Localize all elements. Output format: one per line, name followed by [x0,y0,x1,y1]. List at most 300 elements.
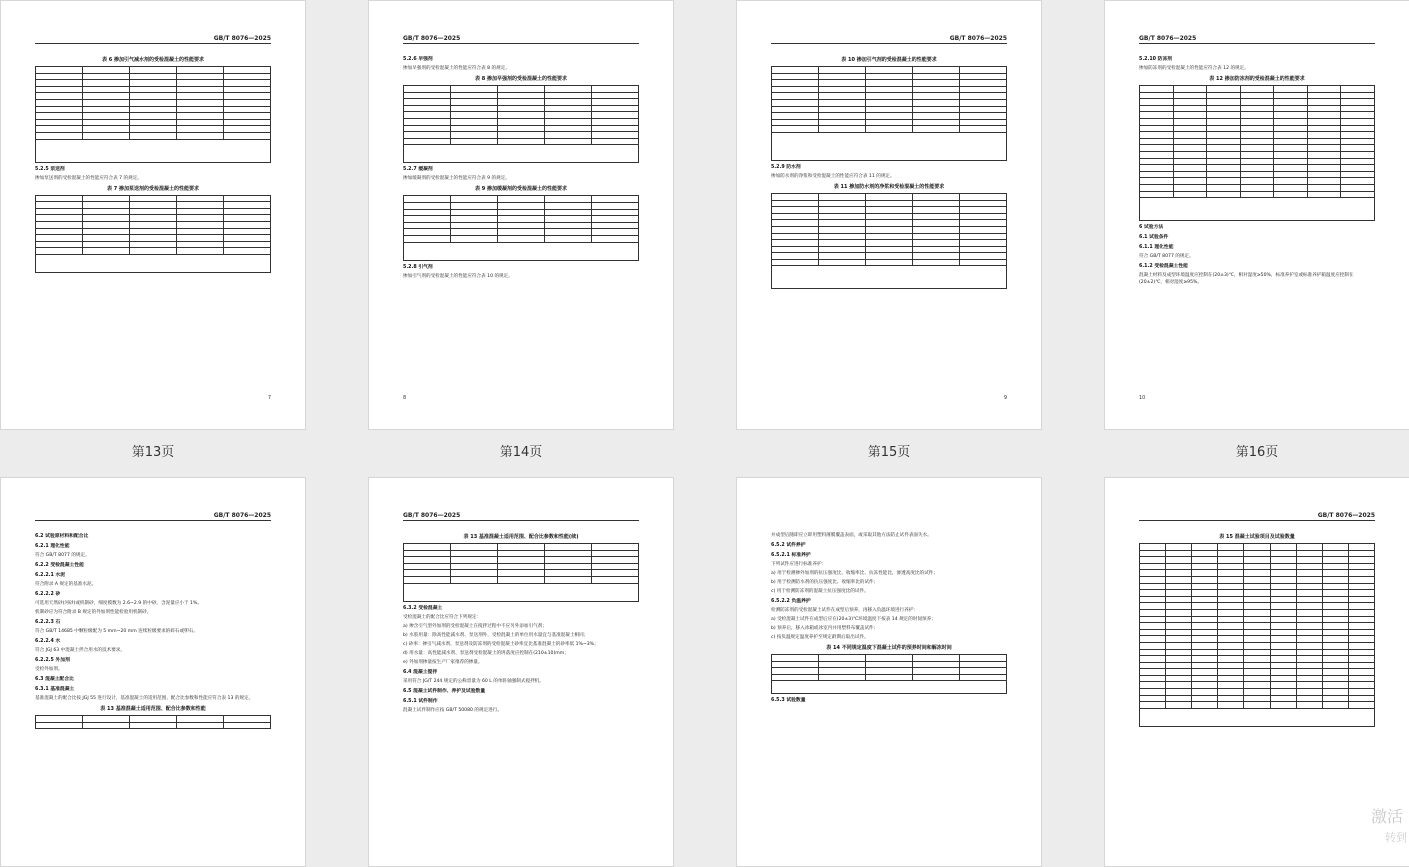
table-cell [177,241,224,248]
table-cell [592,125,639,132]
table-row [772,106,1007,113]
table-row [404,209,639,216]
table-cell [1240,178,1274,185]
table-cell [1341,125,1375,132]
table-cell [451,105,498,112]
table-cell [404,99,451,106]
table-cell [1140,544,1166,551]
table-cell [1173,151,1207,158]
table-cell [913,661,960,668]
table-cell [451,550,498,557]
paragraph: 掺加引气剂的受检混凝土的性能应符合表 10 的规定。 [403,273,513,279]
section-heading: 6 试验方法 [1139,225,1164,231]
table-cell [772,674,819,681]
table-note [403,243,639,261]
table-cell [498,235,545,242]
table-cell [1322,623,1348,630]
table-cell [913,193,960,200]
table-cell [1341,99,1375,106]
table-cell [130,202,177,209]
table-cell [1140,682,1166,689]
table-cell [1192,576,1218,583]
table-cell [1240,132,1274,139]
table-cell [1240,138,1274,145]
paragraph: 符合 GB/T 8077 的规定。 [1139,254,1194,260]
page-content [771,530,1007,705]
table-cell [772,200,819,207]
table-cell [404,222,451,229]
table-cell [224,202,271,209]
table-cell [1307,158,1341,165]
table-cell [1274,125,1308,132]
table-cell [451,138,498,145]
table-cell [772,193,819,200]
table-cell [1244,596,1270,603]
table-cell [1322,570,1348,577]
table-cell [913,246,960,253]
table-row [404,550,639,557]
header-rule [35,43,271,44]
table-cell [545,563,592,570]
page-header: GB/T 8076—2025 [213,512,271,519]
table-cell [1270,576,1296,583]
table-cell [913,126,960,133]
table-cell [1244,682,1270,689]
page-thumbnail[interactable] [1104,0,1409,430]
table-row [1140,158,1375,165]
page-thumbnail[interactable] [368,477,674,867]
table-cell [592,138,639,145]
table-cell [1244,649,1270,656]
table-cell [592,216,639,223]
table-cell [1140,636,1166,643]
table-cell [224,195,271,202]
table-cell [451,99,498,106]
table-cell [1244,689,1270,696]
page-label[interactable]: 第15页 [867,445,911,460]
table-cell [545,112,592,119]
page-label[interactable]: 第13页 [131,445,175,460]
table-cell [1348,623,1374,630]
table-title: 表 12 掺加防冻剂的受检混凝土的性能要求 [1209,76,1305,82]
table-row [1140,596,1375,603]
table-cell [451,92,498,99]
table-cell [1341,145,1375,152]
page-thumbnail[interactable] [0,477,306,867]
table-row [1140,682,1375,689]
table-cell [1307,145,1341,152]
page-label[interactable]: 第16页 [1235,445,1279,460]
table-cell [1166,609,1192,616]
table-cell [451,563,498,570]
table-cell [177,195,224,202]
table-cell [1173,112,1207,119]
table-row [1140,702,1375,709]
page-header: GB/T 8076—2025 [949,35,1007,42]
table-cell [1322,550,1348,557]
section-heading: 6.1.2 受检混凝土性能 [1139,264,1188,270]
table-cell [592,235,639,242]
table-title: 表 14 不同规定温度下混凝土试件的预养时间和解冻时间 [826,645,952,651]
table-cell [772,207,819,214]
table-cell [1244,583,1270,590]
paragraph: 采用符合 JG/T 244 规定的公称容量为 60 L 的单卧轴强制式搅拌机。 [403,678,544,684]
table-cell [772,668,819,675]
table-cell [1140,145,1174,152]
paragraph: 受检外加剂。 [35,667,63,672]
table-cell [1207,145,1241,152]
table-cell [819,106,866,113]
table-cell [866,93,913,100]
table-cell [866,193,913,200]
paragraph: 机制砂应为符合附录 B 规定的外加剂性能检验用机制砂。 [35,610,152,615]
table-cell [451,222,498,229]
page-content [771,53,1007,289]
table-cell [1244,695,1270,702]
page-thumbnail[interactable] [0,0,306,430]
table-row [772,233,1007,240]
table-cell [1322,629,1348,636]
table-cell [177,106,224,113]
table-row [1140,570,1375,577]
table-row [36,221,271,228]
table-cell [960,67,1007,74]
table-cell [1173,158,1207,165]
section-heading: 5.2.8 引气剂 [403,264,433,270]
page-header: GB/T 8076—2025 [403,512,461,519]
paragraph: c) 砂率：掺引气减水剂、泵送剂及防冻剂的受检混凝土砂率宜比基准混凝土的砂率低 1%~3%； [403,641,599,647]
page-thumbnail[interactable] [368,0,674,430]
table-row [1140,636,1375,643]
table-cell [36,132,83,139]
table-cell [1218,662,1244,669]
paragraph: 符合 JGJ 63 中混凝土拌合用水的技术要求。 [35,648,125,653]
table-row [1140,576,1375,583]
table-cell [1307,118,1341,125]
table-cell [772,246,819,253]
header-rule [35,520,271,521]
paragraph: 并成型后随即应立即用塑料薄膜覆盖表面，或采取其他方法防止试件表面失水。 [771,533,932,538]
page-label[interactable]: 第14页 [499,445,543,460]
table-cell [913,80,960,87]
table-row [404,544,639,551]
table-cell [1341,191,1375,198]
table-cell [1348,656,1374,663]
table-cell [1348,563,1374,570]
table-cell [772,213,819,220]
section-heading: 6.2.2.3 石 [35,620,61,625]
paragraph: 混凝土试件制作应按 GB/T 50080 的规定进行。 [403,707,502,713]
table-cell [1218,616,1244,623]
table-cell [866,113,913,120]
table-row [772,240,1007,247]
table-row [36,716,271,723]
table-row [36,73,271,80]
table-cell [83,106,130,113]
paragraph: 掺加防水剂的净浆和受检混凝土的性能应符合表 11 的规定。 [771,173,895,179]
table-cell [1274,118,1308,125]
table-cell [592,112,639,119]
table-cell [83,228,130,235]
table-cell [1348,576,1374,583]
table-cell [1240,99,1274,106]
table-cell [1270,563,1296,570]
table-cell [866,655,913,662]
table-cell [130,113,177,120]
table-cell [404,112,451,119]
table-cell [960,259,1007,266]
section-heading: 6.5.2 试件养护 [771,543,806,548]
table-cell [819,259,866,266]
table-cell [913,113,960,120]
table-cell [819,193,866,200]
table-cell [1192,689,1218,696]
table-cell [177,126,224,133]
table-cell [36,716,83,723]
table-cell [1322,557,1348,564]
table-cell [1166,544,1192,551]
table-cell [960,233,1007,240]
table-title: 表 7 掺加泵送剂的受检混凝土的性能要求 [107,185,199,192]
table-cell [177,235,224,242]
paragraph: a) 用于检测掺外加剂的抗压强度比、收缩率比、抗冻性能比、渗透高度比的试件； [771,571,938,576]
table-cell [404,86,451,93]
table-row [36,208,271,215]
table-cell [1348,609,1374,616]
table-cell [224,241,271,248]
header-rule [403,43,639,44]
table-cell [1244,623,1270,630]
table-cell [1270,682,1296,689]
table-cell [224,208,271,215]
table-cell [1166,576,1192,583]
table-cell [1270,550,1296,557]
table-cell [451,196,498,203]
table-cell [772,73,819,80]
table-cell [451,544,498,551]
table-cell [224,99,271,106]
table-row [1140,675,1375,682]
table-row [1140,563,1375,570]
table-cell [819,661,866,668]
table-cell [913,240,960,247]
table-cell [1207,184,1241,191]
paragraph: e) 外加剂掺量按生产厂家推荐的掺量。 [403,659,483,665]
paragraph: 下列试件应进行标准养护： [771,562,827,567]
table-cell [545,138,592,145]
table-cell [1140,151,1174,158]
spec-table [35,715,271,729]
table-cell [592,557,639,564]
table-cell [819,113,866,120]
table-cell [1296,609,1322,616]
table-cell [1207,132,1241,139]
paragraph: b) 预养后，移入冰箱或冰室内并用塑料布覆盖试件； [771,626,879,631]
table-cell [1322,590,1348,597]
table-row [772,655,1007,662]
table-cell [1240,171,1274,178]
table-cell [772,86,819,93]
note-line [407,156,635,161]
table-title: 表 13 基准混凝土适用范围、配合比参数和性能 [100,706,206,712]
table-cell [545,105,592,112]
table-cell [1296,544,1322,551]
table-cell [1218,544,1244,551]
table-cell [1348,675,1374,682]
table-cell [1173,92,1207,99]
table-cell [1322,596,1348,603]
section-heading: 6.2.2.5 外加剂 [35,658,70,663]
page-thumbnail[interactable] [736,477,1042,867]
table-cell [1270,590,1296,597]
table-cell [1270,544,1296,551]
table-row [36,132,271,139]
table-cell [1192,557,1218,564]
spec-table [35,66,271,140]
table-row [1140,616,1375,623]
table-cell [1207,86,1241,93]
table-cell [1192,616,1218,623]
table-cell [1348,649,1374,656]
table-cell [1322,544,1348,551]
note-line [775,282,1003,287]
table-cell [819,207,866,214]
table-cell [1274,132,1308,139]
page-thumbnail[interactable] [736,0,1042,430]
table-cell [177,132,224,139]
table-cell [866,259,913,266]
table-cell [1140,616,1166,623]
table-cell [1270,656,1296,663]
table-cell [1296,570,1322,577]
table-cell [404,209,451,216]
table-cell [224,67,271,74]
table-cell [36,241,83,248]
table-cell [177,93,224,100]
table-cell [1322,682,1348,689]
section-heading: 6.2.2.4 水 [35,639,61,644]
table-cell [83,215,130,222]
table-cell [83,132,130,139]
table-cell [1173,105,1207,112]
table-row [36,80,271,87]
table-cell [1307,105,1341,112]
table-cell [177,86,224,93]
table-cell [498,550,545,557]
table-cell [1348,596,1374,603]
table-row [1140,184,1375,191]
table-cell [1322,583,1348,590]
page-thumbnail[interactable] [1104,477,1409,867]
page-number: 8 [403,395,407,401]
table-cell [1207,158,1241,165]
page-number: 9 [1003,395,1007,401]
table-cell [545,92,592,99]
table-cell [545,125,592,132]
table-cell [83,73,130,80]
table-cell [1192,590,1218,597]
table-cell [404,570,451,577]
table-cell [498,132,545,139]
table-row [404,563,639,570]
table-cell [1296,702,1322,709]
table-row [1140,590,1375,597]
spec-table [1139,85,1375,198]
table-cell [36,722,83,729]
table-cell [1274,184,1308,191]
table-row [36,248,271,255]
table-cell [819,233,866,240]
table-cell [1274,138,1308,145]
table-cell [545,196,592,203]
table-cell [1192,649,1218,656]
table-cell [545,118,592,125]
table-cell [545,557,592,564]
table-cell [866,200,913,207]
table-cell [130,221,177,228]
table-cell [1166,689,1192,696]
table-row [1140,151,1375,158]
table-cell [1166,669,1192,676]
table-cell [1166,642,1192,649]
table-cell [1307,171,1341,178]
table-cell [498,112,545,119]
table-cell [1244,616,1270,623]
table-cell [224,215,271,222]
table-cell [130,195,177,202]
table-cell [592,544,639,551]
section-heading: 6.3.2 受检混凝土 [403,605,443,611]
table-cell [1348,616,1374,623]
table-row [1140,145,1375,152]
table-cell [224,86,271,93]
section-heading: 5.2.7 缓凝剂 [403,167,433,173]
table-cell [1244,702,1270,709]
table-cell [866,126,913,133]
table-row [36,235,271,242]
table-cell [1307,151,1341,158]
table-cell [1341,184,1375,191]
table-cell [913,86,960,93]
paragraph: a) 受检混凝土试件在成型后应在(20±3)℃环境温度下按表 14 规定的时间预养； [771,617,936,622]
table-cell [1322,695,1348,702]
table-cell [36,99,83,106]
table-cell [1296,629,1322,636]
table-cell [819,253,866,260]
table-cell [1322,609,1348,616]
table-cell [404,118,451,125]
table-row [1140,623,1375,630]
table-cell [498,105,545,112]
section-heading: 6.2.2 受检混凝土性能 [35,563,84,568]
table-row [404,118,639,125]
paragraph: 受检混凝土的配合比应符合下列规定： [403,614,482,620]
table-cell [1218,583,1244,590]
table-cell [1173,165,1207,172]
table-cell [177,99,224,106]
table-cell [1348,642,1374,649]
table-cell [1270,669,1296,676]
table-cell [1140,576,1166,583]
table-cell [1218,596,1244,603]
table-cell [1240,191,1274,198]
table-cell [1322,649,1348,656]
table-cell [1140,662,1166,669]
table-cell [1296,616,1322,623]
table-cell [1140,649,1166,656]
section-heading: 6.5 混凝土试件制作、养护及试验数量 [403,688,486,694]
table-cell [1244,636,1270,643]
